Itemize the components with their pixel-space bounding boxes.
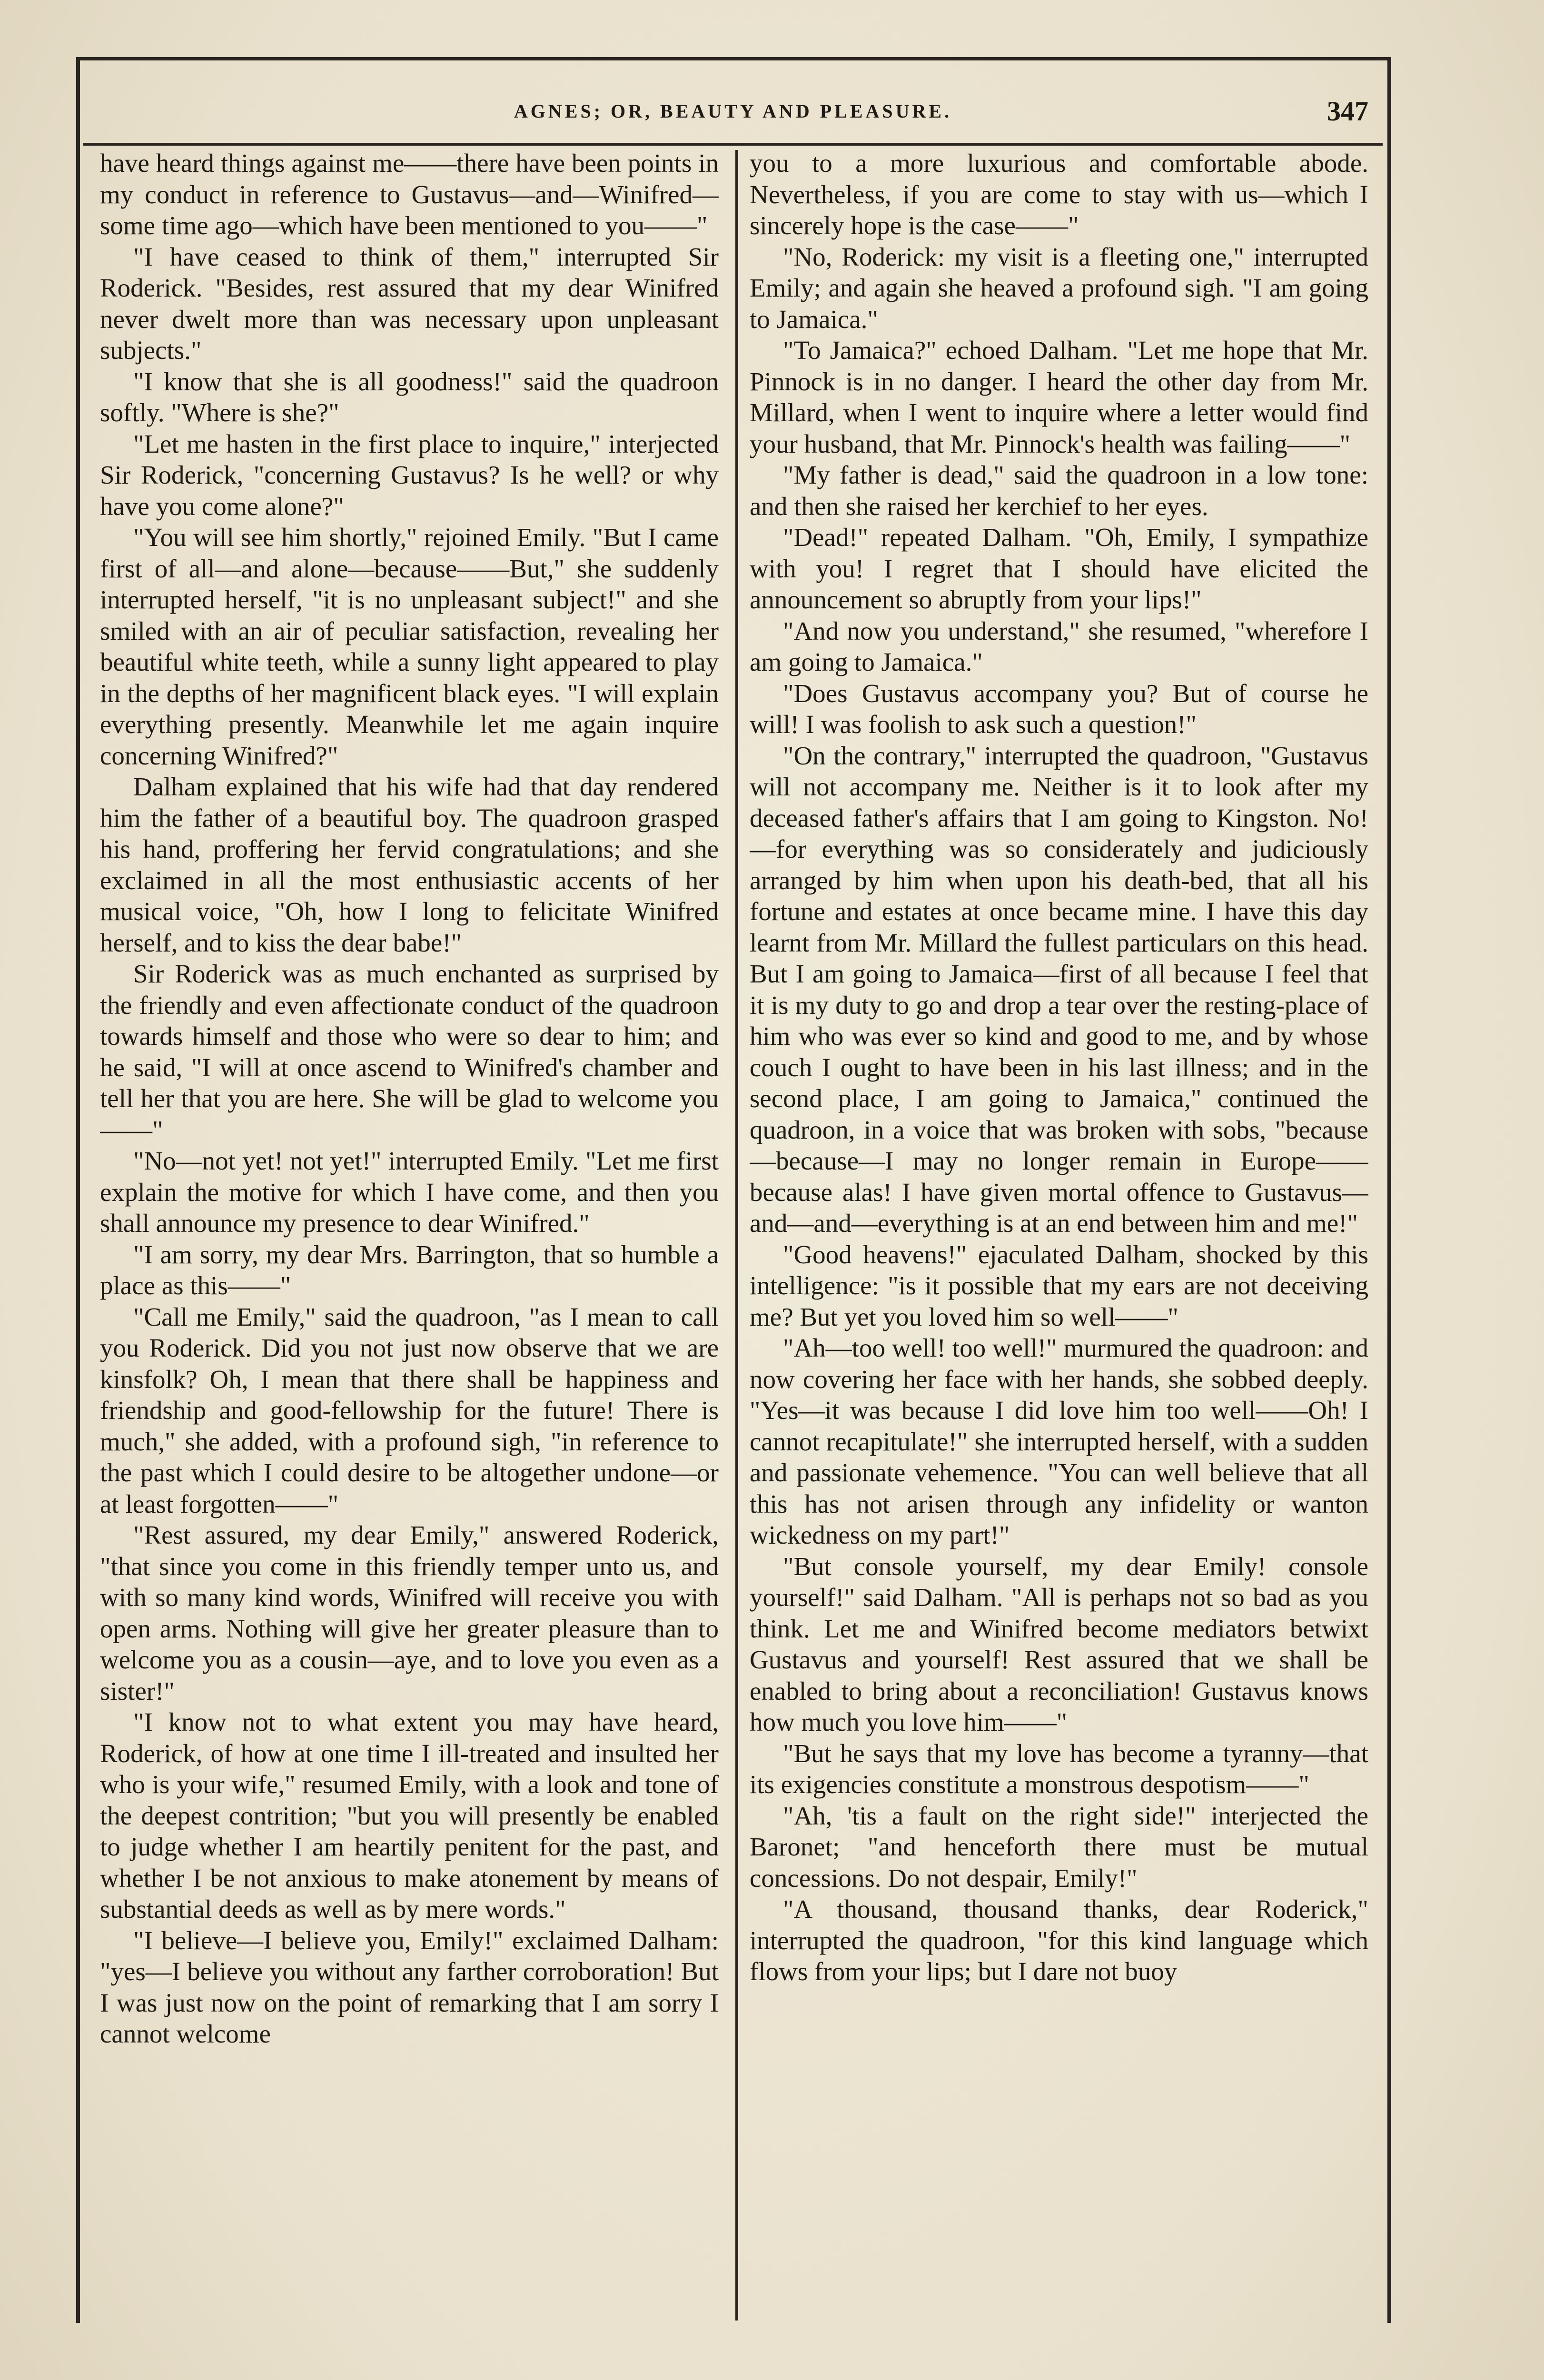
paragraph: "Ah—too well! too well!" murmured the quadroon: and now covering her face with her hands, she sobbed deeply. "Yes—it was because I did love him too well——Oh! I cannot recapitulate!" she interrupted herself, with a sudden and passionate vehemence. "You can well believe that all this has not arisen through any infidelity or wanton wickedness on my part!" (750, 1333, 1368, 1549)
paragraph: "Ah, 'tis a fault on the right side!" interjected the Baronet; "and henceforth there must be mutual concessions. Do not despair, Emily!" (750, 1801, 1368, 1893)
header-rule (83, 143, 1383, 146)
paragraph: "Dead!" repeated Dalham. "Oh, Emily, I sympathize with you! I regret that I should have elicited the announcement so abruptly from your lips!" (750, 523, 1368, 614)
paragraph: "On the contrary," interrupted the quadroon, "Gustavus will not accompany me. Neither is it to look after my deceased father's affairs that I am going to Kingston. No!—for everything was so considerately and judiciously arranged by him when upon his death-bed, that all his fortune and estates at once became mine. I have this day learnt from Mr. Millard the fullest particulars on this head. But I am going to Jamaica—first of all because I feel that it is my duty to go and drop a tear over the resting-place of him who was ever so kind and good to me, and by whose couch I ought to have been in his last illness; and in the second place, I am going to Jamaica," continued the quadroon, in a voice that was broken with sobs, "because—because—I may no longer remain in Europe——because alas! I have given mortal offence to Gustavus—and—and—everything is at an end between him and me!" (750, 741, 1368, 1238)
paragraph: "I know that she is all goodness!" said the quadroon softly. "Where is she?" (100, 367, 719, 427)
paragraph: "To Jamaica?" echoed Dalham. "Let me hope that Mr. Pinnock is in no danger. I heard the other day from Mr. Millard, when I went to inquire where a letter would find your husband, that Mr. Pinnock's health was failing——" (750, 336, 1368, 458)
page-number: 347 (1327, 96, 1368, 127)
paragraph: "But he says that my love has become a tyranny—that its exigencies constitute a monstrous despotism——" (750, 1738, 1368, 1799)
paragraph: Dalham explained that his wife had that day rendered him the father of a beautiful boy. The quadroon grasped his hand, proffering her fervid congratulations; and she exclaimed in all the most enthusiastic accents of her musical voice, "Oh, how I long to felicitate Winifred herself, and to kiss the dear babe!" (100, 772, 719, 957)
paragraph: "No, Roderick: my visit is a fleeting one," interrupted Emily; and again she heaved a profound sigh. "I am going to Jamaica." (750, 242, 1368, 334)
right-column (750, 148, 1368, 2309)
paragraph: you to a more luxurious and comfortable abode. Nevertheless, if you are come to stay with us—which I sincerely hope is the case——" (750, 149, 1368, 240)
paragraph: "Let me hasten in the first place to inquire," interjected Sir Roderick, "concerning Gustavus? Is he well? or why have you come alone?" (100, 429, 719, 521)
paragraph: "Call me Emily," said the quadroon, "as I mean to call you Roderick. Did you not just now observe that we are kinsfolk? Oh, I mean that there shall be happiness and friendship and good-fellowship for the future! There is much," she added, with a profound sigh, "in reference to the past which I could desire to be altogether undone—or at least forgotten——" (100, 1302, 719, 1518)
paragraph: "You will see him shortly," rejoined Emily. "But I came first of all—and alone—because——But," she suddenly interrupted herself, "it is no unpleasant subject!" and she smiled with an air of peculiar satisfaction, revealing her beautiful white teeth, while a sunny light appeared to play in the depths of her magnificent black eyes. "I will explain everything presently. Meanwhile let me again inquire concerning Winifred?" (100, 523, 719, 770)
paragraph: "My father is dead," said the quadroon in a low tone: and then she raised her kerchief to her eyes. (750, 460, 1368, 521)
page-header (83, 95, 1383, 143)
page-border-right (1387, 57, 1391, 2323)
page-border-left (76, 57, 80, 2323)
page-border-top (76, 57, 1391, 60)
paragraph: have heard things against me——there have been points in my conduct in reference to Gustavus—and—Winifred—some time ago—which have been mentioned to you——" (100, 149, 719, 240)
paragraph: "I have ceased to think of them," interrupted Sir Roderick. "Besides, rest assured that my dear Winifred never dwelt more than was necessary upon unpleasant subjects." (100, 242, 719, 365)
paragraph: "And now you understand," she resumed, "wherefore I am going to Jamaica." (750, 616, 1368, 676)
left-column (100, 148, 719, 2309)
paragraph: "No—not yet! not yet!" interrupted Emily. "Let me first explain the motive for which I have come, and then you shall announce my presence to dear Winifred." (100, 1146, 719, 1238)
paragraph: "I believe—I believe you, Emily!" exclaimed Dalham: "yes—I believe you without any farther corroboration! But I was just now on the point of remarking that I am sorry I cannot welcome (100, 1925, 719, 2048)
running-title: AGNES; OR, BEAUTY AND PLEASURE. (514, 100, 952, 122)
paragraph: "I know not to what extent you may have heard, Roderick, of how at one time I ill-treated and insulted her who is your wife," resumed Emily, with a look and tone of the deepest contrition; "but you will presently be enabled to judge whether I am heartily penitent for the past, and whether I be not anxious to make atonement by means of substantial deeds as well as by mere words." (100, 1707, 719, 1924)
paragraph: "But console yourself, my dear Emily! console yourself!" said Dalham. "All is perhaps not so bad as you think. Let me and Winifred become mediators betwixt Gustavus and yourself! Rest assured that we shall be enabled to bring about a reconciliation! Gustavus knows how much you love him——" (750, 1551, 1368, 1736)
paragraph: "Does Gustavus accompany you? But of course he will! I was foolish to ask such a question!" (750, 678, 1368, 739)
column-divider (735, 150, 738, 2320)
paragraph: "Rest assured, my dear Emily," answered Roderick, "that since you come in this friendly temper unto us, and with so many kind words, Winifred will receive you with open arms. Nothing will give her greater pleasure than to welcome you as a cousin—aye, and to love you even as a sister!" (100, 1520, 719, 1706)
paragraph: Sir Roderick was as much enchanted as surprised by the friendly and even affectionate conduct of the quadroon towards himself and those who were so dear to him; and he said, "I will at once ascend to Winifred's chamber and tell her that you are here. She will be glad to welcome you——" (100, 959, 719, 1144)
paragraph: "I am sorry, my dear Mrs. Barrington, that so humble a place as this——" (100, 1240, 719, 1300)
paragraph: "Good heavens!" ejaculated Dalham, shocked by this intelligence: "is it possible that my ears are not deceiving me? But yet you loved him so well——" (750, 1240, 1368, 1331)
paragraph: "A thousand, thousand thanks, dear Roderick," interrupted the quadroon, "for this kind language which flows from your lips; but I dare not buoy (750, 1894, 1368, 1986)
